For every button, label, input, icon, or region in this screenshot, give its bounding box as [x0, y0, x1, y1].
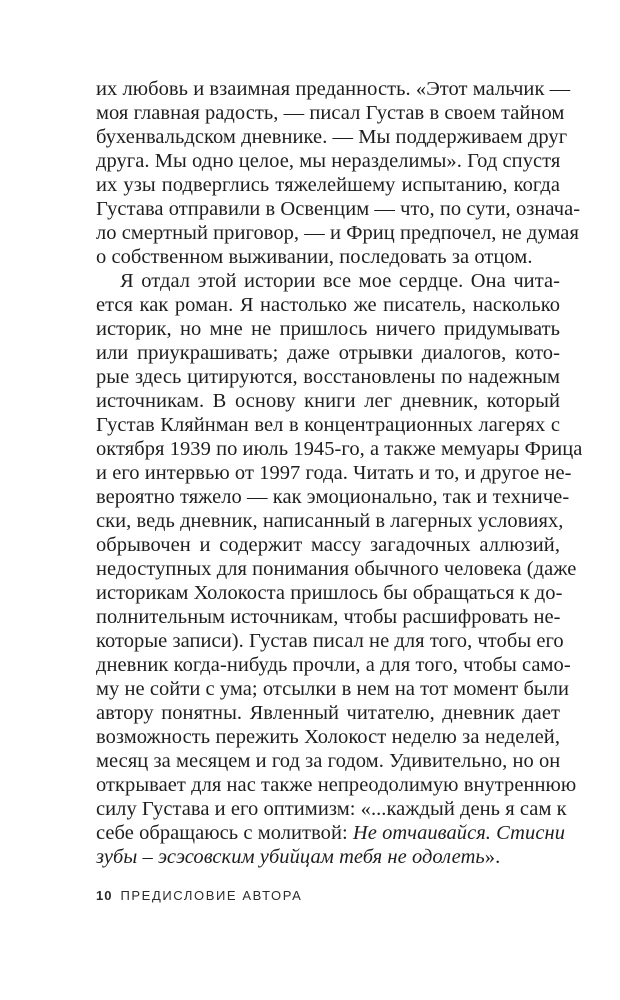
text-line: их любовь и взаимная преданность. «Этот мальчик —	[96, 78, 571, 100]
paragraph-start-line: Я отдал этой истории все мое сердце. Она чита-	[120, 270, 560, 292]
text-line: друга. Мы одно целое, мы неразделимы». Год спустя	[96, 150, 561, 172]
text-line: рые здесь цитируются, восстановлены по надежным	[96, 366, 560, 388]
text-line: историкам Холокоста пришлось бы обращаться к до-	[96, 582, 563, 604]
running-head: ПРЕДИСЛОВИЕ АВТОРА	[120, 888, 303, 903]
text-line: му не сойти с ума; отсылки в нем на тот момент были	[96, 678, 570, 700]
text-line: октября 1939 по июль 1945-го, а также мемуары Фрица	[96, 438, 583, 460]
text-run: ».	[484, 846, 501, 868]
text-line: дневник когда-нибудь прочли, а для того, чтобы само-	[96, 654, 571, 676]
text-line	[96, 845, 560, 869]
page-footer	[96, 888, 302, 908]
text-line: Густав Кляйнман вел в концентрационных лагерях с	[96, 414, 560, 436]
text-line: или приукрашивать; даже отрывки диалогов, кото-	[96, 342, 560, 364]
text-line: возможность пережить Холокост неделю за неделей,	[96, 726, 560, 748]
text-line: вероятно тяжело — как эмоционально, так и техниче-	[96, 486, 570, 508]
text-line: силу Густава и его оптимизм: «...каждый день я сам к	[96, 798, 567, 820]
text-line: источникам. В основу книги лег дневник, который	[96, 390, 560, 412]
body-text	[96, 77, 583, 869]
text-line: историк, но мне не пришлось ничего придумывать	[96, 318, 560, 340]
italic-quote: Не отчаивайся. Стисни	[352, 822, 565, 844]
text-line: ло смертный приговор, — и Фриц предпочел, не думая	[96, 222, 579, 244]
text-line: моя главная радость, — писал Густав в своем тайном	[96, 102, 565, 124]
text-run: себе обращаюсь с молитвой:	[96, 822, 353, 844]
text-line: их узы подверглись тяжелейшему испытанию, когда	[96, 174, 560, 196]
text-line: полнительным источникам, чтобы расшифровать не-	[96, 606, 561, 628]
text-line: которые записи). Густав писал не для того, чтобы его	[96, 630, 564, 652]
text-line: и его интервью от 1997 года. Читать и то, и другое не-	[96, 462, 572, 484]
text-line: недоступных для понимания обычного человека (даже	[96, 558, 577, 580]
text-line	[96, 821, 565, 845]
text-line: Густава отправили в Освенцим — что, по сути, означа-	[96, 198, 581, 220]
text-line: о собственном выживании, последовать за отцом.	[96, 246, 533, 268]
text-line: бухенвальдском дневнике. — Мы поддерживаем друг	[96, 126, 568, 148]
page-number: 10	[96, 888, 113, 903]
text-line: ется как роман. Я настолько же писатель, насколько	[96, 294, 560, 316]
italic-quote: зубы – эсэсовским убийцам тебя не одолеть	[96, 846, 485, 868]
text-line: обрывочен и содержит массу загадочных аллюзий,	[96, 534, 560, 556]
text-line: ски, ведь дневник, написанный в лагерных условиях,	[96, 510, 564, 532]
text-line: автору понятны. Явленный читателю, дневник дает	[96, 702, 560, 724]
text-line: месяц за месяцем и год за годом. Удивительно, но он	[96, 750, 561, 772]
text-line: открывает для нас также непреодолимую внутреннюю	[96, 774, 577, 796]
